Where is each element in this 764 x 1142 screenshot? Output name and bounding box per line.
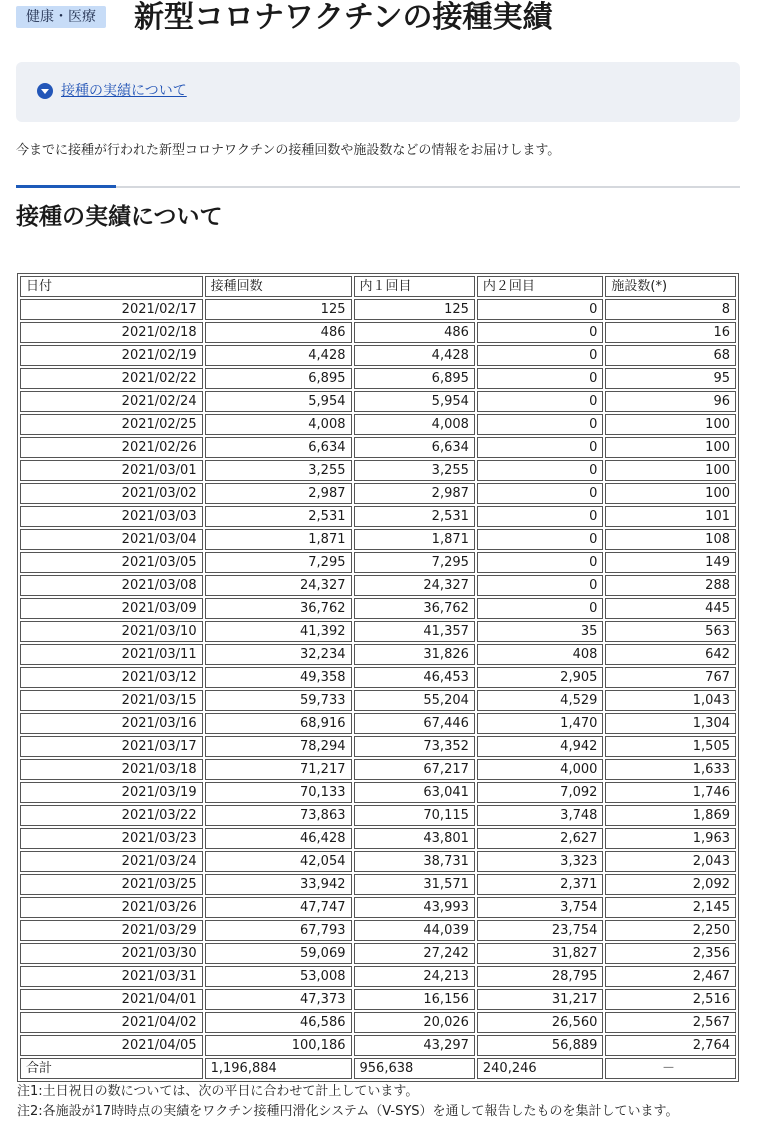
total-cell: 6,634 bbox=[205, 437, 352, 458]
total-date-cell: 合計 bbox=[20, 1058, 203, 1079]
table-row bbox=[20, 644, 736, 665]
total-cell: 7,295 bbox=[205, 552, 352, 573]
total-cell: 49,358 bbox=[205, 667, 352, 688]
total-cell: 78,294 bbox=[205, 736, 352, 757]
first-dose-cell: 67,446 bbox=[354, 713, 475, 734]
second-dose-cell: 0 bbox=[477, 391, 604, 412]
second-dose-cell: 0 bbox=[477, 345, 604, 366]
footnotes bbox=[17, 1082, 678, 1122]
second-dose-cell: 0 bbox=[477, 529, 604, 550]
table-of-contents bbox=[16, 62, 740, 122]
facilities-cell: 1,505 bbox=[605, 736, 736, 757]
total-first-dose-cell: 956,638 bbox=[354, 1058, 475, 1079]
first-dose-cell: 7,295 bbox=[354, 552, 475, 573]
facilities-cell: 445 bbox=[605, 598, 736, 619]
second-dose-cell: 4,942 bbox=[477, 736, 604, 757]
date-cell: 2021/03/29 bbox=[20, 920, 203, 941]
first-dose-cell: 70,115 bbox=[354, 805, 475, 826]
table-row bbox=[20, 299, 736, 320]
first-dose-cell: 38,731 bbox=[354, 851, 475, 872]
date-cell: 2021/04/02 bbox=[20, 1012, 203, 1033]
table-row bbox=[20, 345, 736, 366]
facilities-cell: 96 bbox=[605, 391, 736, 412]
toc-link-results[interactable]: 接種の実績について bbox=[61, 83, 187, 99]
first-dose-cell: 3,255 bbox=[354, 460, 475, 481]
second-dose-cell: 2,371 bbox=[477, 874, 604, 895]
second-dose-cell: 0 bbox=[477, 368, 604, 389]
second-dose-cell: 4,000 bbox=[477, 759, 604, 780]
column-header-first-dose: 内１回目 bbox=[354, 276, 475, 297]
date-cell: 2021/03/25 bbox=[20, 874, 203, 895]
table-row bbox=[20, 437, 736, 458]
date-cell: 2021/02/22 bbox=[20, 368, 203, 389]
date-cell: 2021/03/04 bbox=[20, 529, 203, 550]
date-cell: 2021/03/11 bbox=[20, 644, 203, 665]
second-dose-cell: 0 bbox=[477, 506, 604, 527]
table-row bbox=[20, 483, 736, 504]
facilities-cell: 100 bbox=[605, 460, 736, 481]
vaccination-table bbox=[17, 273, 739, 1082]
first-dose-cell: 6,634 bbox=[354, 437, 475, 458]
second-dose-cell: 1,470 bbox=[477, 713, 604, 734]
facilities-cell: 1,304 bbox=[605, 713, 736, 734]
total-cell: 68,916 bbox=[205, 713, 352, 734]
second-dose-cell: 0 bbox=[477, 299, 604, 320]
section-divider bbox=[16, 186, 740, 188]
first-dose-cell: 1,871 bbox=[354, 529, 475, 550]
date-cell: 2021/04/01 bbox=[20, 989, 203, 1010]
first-dose-cell: 31,826 bbox=[354, 644, 475, 665]
table-row bbox=[20, 897, 736, 918]
facilities-cell: 95 bbox=[605, 368, 736, 389]
page-header bbox=[16, 0, 748, 44]
second-dose-cell: 31,217 bbox=[477, 989, 604, 1010]
second-dose-cell: 0 bbox=[477, 598, 604, 619]
column-header-total: 接種回数 bbox=[205, 276, 352, 297]
facilities-cell: 2,567 bbox=[605, 1012, 736, 1033]
second-dose-cell: 408 bbox=[477, 644, 604, 665]
total-cell: 4,008 bbox=[205, 414, 352, 435]
second-dose-cell: 35 bbox=[477, 621, 604, 642]
facilities-cell: 2,092 bbox=[605, 874, 736, 895]
table-row bbox=[20, 920, 736, 941]
total-cell: 100,186 bbox=[205, 1035, 352, 1056]
first-dose-cell: 2,987 bbox=[354, 483, 475, 504]
facilities-cell: 101 bbox=[605, 506, 736, 527]
total-cell: 2,531 bbox=[205, 506, 352, 527]
table-row bbox=[20, 943, 736, 964]
date-cell: 2021/03/31 bbox=[20, 966, 203, 987]
page-title: 新型コロナワクチンの接種実績 bbox=[134, 0, 553, 35]
date-cell: 2021/02/19 bbox=[20, 345, 203, 366]
date-cell: 2021/03/19 bbox=[20, 782, 203, 803]
table-row bbox=[20, 966, 736, 987]
second-dose-cell: 0 bbox=[477, 322, 604, 343]
table-row bbox=[20, 828, 736, 849]
table-row bbox=[20, 874, 736, 895]
table-row bbox=[20, 736, 736, 757]
table-header-row bbox=[20, 276, 736, 297]
date-cell: 2021/03/18 bbox=[20, 759, 203, 780]
table-row bbox=[20, 322, 736, 343]
column-header-second-dose: 内２回目 bbox=[477, 276, 604, 297]
total-total-cell: 1,196,884 bbox=[205, 1058, 352, 1079]
footnote-2: 注2:各施設が17時時点の実績をワクチン接種円滑化システム（V-SYS）を通して報告したものを集計しています。 bbox=[17, 1104, 679, 1119]
total-cell: 47,747 bbox=[205, 897, 352, 918]
date-cell: 2021/04/05 bbox=[20, 1035, 203, 1056]
total-cell: 4,428 bbox=[205, 345, 352, 366]
first-dose-cell: 55,204 bbox=[354, 690, 475, 711]
date-cell: 2021/03/24 bbox=[20, 851, 203, 872]
first-dose-cell: 43,993 bbox=[354, 897, 475, 918]
second-dose-cell: 4,529 bbox=[477, 690, 604, 711]
total-cell: 59,733 bbox=[205, 690, 352, 711]
total-cell: 53,008 bbox=[205, 966, 352, 987]
second-dose-cell: 0 bbox=[477, 460, 604, 481]
table-row bbox=[20, 460, 736, 481]
table-row bbox=[20, 621, 736, 642]
first-dose-cell: 125 bbox=[354, 299, 475, 320]
total-cell: 5,954 bbox=[205, 391, 352, 412]
second-dose-cell: 3,748 bbox=[477, 805, 604, 826]
total-cell: 59,069 bbox=[205, 943, 352, 964]
date-cell: 2021/03/09 bbox=[20, 598, 203, 619]
total-cell: 6,895 bbox=[205, 368, 352, 389]
facilities-cell: 100 bbox=[605, 414, 736, 435]
table-row bbox=[20, 713, 736, 734]
date-cell: 2021/03/26 bbox=[20, 897, 203, 918]
second-dose-cell: 0 bbox=[477, 575, 604, 596]
facilities-cell: 2,250 bbox=[605, 920, 736, 941]
date-cell: 2021/03/02 bbox=[20, 483, 203, 504]
facilities-cell: 2,145 bbox=[605, 897, 736, 918]
vaccination-table-wrapper bbox=[17, 273, 739, 1082]
facilities-cell: 16 bbox=[605, 322, 736, 343]
date-cell: 2021/02/24 bbox=[20, 391, 203, 412]
table-row bbox=[20, 414, 736, 435]
facilities-cell: 1,633 bbox=[605, 759, 736, 780]
first-dose-cell: 31,571 bbox=[354, 874, 475, 895]
total-cell: 486 bbox=[205, 322, 352, 343]
table-row bbox=[20, 598, 736, 619]
date-cell: 2021/03/23 bbox=[20, 828, 203, 849]
total-cell: 46,586 bbox=[205, 1012, 352, 1033]
facilities-cell: 288 bbox=[605, 575, 736, 596]
total-cell: 32,234 bbox=[205, 644, 352, 665]
first-dose-cell: 20,026 bbox=[354, 1012, 475, 1033]
facilities-cell: 1,869 bbox=[605, 805, 736, 826]
first-dose-cell: 36,762 bbox=[354, 598, 475, 619]
date-cell: 2021/03/12 bbox=[20, 667, 203, 688]
first-dose-cell: 24,213 bbox=[354, 966, 475, 987]
total-cell: 71,217 bbox=[205, 759, 352, 780]
facilities-cell: 108 bbox=[605, 529, 736, 550]
second-dose-cell: 23,754 bbox=[477, 920, 604, 941]
first-dose-cell: 43,297 bbox=[354, 1035, 475, 1056]
footnote-1: 注1:土日祝日の数については、次の平日に合わせて計上しています。 bbox=[17, 1084, 419, 1099]
table-row bbox=[20, 391, 736, 412]
total-cell: 1,871 bbox=[205, 529, 352, 550]
column-header-date: 日付 bbox=[20, 276, 203, 297]
table-row bbox=[20, 690, 736, 711]
first-dose-cell: 41,357 bbox=[354, 621, 475, 642]
facilities-cell: 2,356 bbox=[605, 943, 736, 964]
table-row bbox=[20, 575, 736, 596]
table-row bbox=[20, 552, 736, 573]
divider-accent bbox=[16, 185, 116, 188]
table-row bbox=[20, 1035, 736, 1056]
table-body bbox=[20, 299, 736, 1079]
table-row bbox=[20, 529, 736, 550]
second-dose-cell: 26,560 bbox=[477, 1012, 604, 1033]
facilities-cell: 767 bbox=[605, 667, 736, 688]
date-cell: 2021/03/17 bbox=[20, 736, 203, 757]
second-dose-cell: 28,795 bbox=[477, 966, 604, 987]
facilities-cell: 1,963 bbox=[605, 828, 736, 849]
table-row bbox=[20, 368, 736, 389]
intro-text: 今までに接種が行われた新型コロナワクチンの接種回数や施設数などの情報をお届けします。 bbox=[16, 143, 561, 158]
date-cell: 2021/03/10 bbox=[20, 621, 203, 642]
first-dose-cell: 27,242 bbox=[354, 943, 475, 964]
date-cell: 2021/03/08 bbox=[20, 575, 203, 596]
first-dose-cell: 24,327 bbox=[354, 575, 475, 596]
facilities-cell: 2,043 bbox=[605, 851, 736, 872]
first-dose-cell: 44,039 bbox=[354, 920, 475, 941]
second-dose-cell: 56,889 bbox=[477, 1035, 604, 1056]
facilities-cell: 1,746 bbox=[605, 782, 736, 803]
total-cell: 24,327 bbox=[205, 575, 352, 596]
date-cell: 2021/03/01 bbox=[20, 460, 203, 481]
second-dose-cell: 7,092 bbox=[477, 782, 604, 803]
total-cell: 3,255 bbox=[205, 460, 352, 481]
facilities-cell: 100 bbox=[605, 483, 736, 504]
second-dose-cell: 31,827 bbox=[477, 943, 604, 964]
second-dose-cell: 0 bbox=[477, 414, 604, 435]
chevron-down-circle-icon bbox=[37, 83, 53, 99]
first-dose-cell: 46,453 bbox=[354, 667, 475, 688]
first-dose-cell: 16,156 bbox=[354, 989, 475, 1010]
section-heading: 接種の実績について bbox=[16, 204, 223, 230]
first-dose-cell: 67,217 bbox=[354, 759, 475, 780]
first-dose-cell: 73,352 bbox=[354, 736, 475, 757]
table-row bbox=[20, 667, 736, 688]
table-row bbox=[20, 782, 736, 803]
table-row bbox=[20, 1012, 736, 1033]
total-cell: 67,793 bbox=[205, 920, 352, 941]
total-cell: 47,373 bbox=[205, 989, 352, 1010]
date-cell: 2021/03/05 bbox=[20, 552, 203, 573]
first-dose-cell: 43,801 bbox=[354, 828, 475, 849]
facilities-cell: 2,467 bbox=[605, 966, 736, 987]
date-cell: 2021/02/25 bbox=[20, 414, 203, 435]
first-dose-cell: 5,954 bbox=[354, 391, 475, 412]
total-second-dose-cell: 240,246 bbox=[477, 1058, 604, 1079]
table-row bbox=[20, 989, 736, 1010]
facilities-cell: 2,516 bbox=[605, 989, 736, 1010]
total-cell: 41,392 bbox=[205, 621, 352, 642]
total-cell: 73,863 bbox=[205, 805, 352, 826]
facilities-cell: 563 bbox=[605, 621, 736, 642]
first-dose-cell: 63,041 bbox=[354, 782, 475, 803]
second-dose-cell: 0 bbox=[477, 483, 604, 504]
total-cell: 125 bbox=[205, 299, 352, 320]
table-row bbox=[20, 759, 736, 780]
date-cell: 2021/03/16 bbox=[20, 713, 203, 734]
total-cell: 33,942 bbox=[205, 874, 352, 895]
second-dose-cell: 3,323 bbox=[477, 851, 604, 872]
second-dose-cell: 0 bbox=[477, 552, 604, 573]
date-cell: 2021/02/17 bbox=[20, 299, 203, 320]
date-cell: 2021/03/22 bbox=[20, 805, 203, 826]
facilities-cell: 8 bbox=[605, 299, 736, 320]
total-cell: 46,428 bbox=[205, 828, 352, 849]
table-row bbox=[20, 805, 736, 826]
second-dose-cell: 0 bbox=[477, 437, 604, 458]
first-dose-cell: 6,895 bbox=[354, 368, 475, 389]
table-row bbox=[20, 851, 736, 872]
date-cell: 2021/03/03 bbox=[20, 506, 203, 527]
total-cell: 2,987 bbox=[205, 483, 352, 504]
facilities-cell: 149 bbox=[605, 552, 736, 573]
second-dose-cell: 3,754 bbox=[477, 897, 604, 918]
first-dose-cell: 4,008 bbox=[354, 414, 475, 435]
category-tag[interactable]: 健康・医療 bbox=[16, 6, 106, 28]
second-dose-cell: 2,905 bbox=[477, 667, 604, 688]
facilities-cell: 1,043 bbox=[605, 690, 736, 711]
first-dose-cell: 4,428 bbox=[354, 345, 475, 366]
date-cell: 2021/03/30 bbox=[20, 943, 203, 964]
total-facilities-cell: － bbox=[605, 1058, 736, 1079]
column-header-facilities: 施設数(*) bbox=[605, 276, 736, 297]
total-cell: 36,762 bbox=[205, 598, 352, 619]
table-total-row bbox=[20, 1058, 736, 1079]
total-cell: 70,133 bbox=[205, 782, 352, 803]
total-cell: 42,054 bbox=[205, 851, 352, 872]
facilities-cell: 68 bbox=[605, 345, 736, 366]
facilities-cell: 100 bbox=[605, 437, 736, 458]
facilities-cell: 642 bbox=[605, 644, 736, 665]
date-cell: 2021/02/26 bbox=[20, 437, 203, 458]
date-cell: 2021/03/15 bbox=[20, 690, 203, 711]
table-row bbox=[20, 506, 736, 527]
first-dose-cell: 2,531 bbox=[354, 506, 475, 527]
facilities-cell: 2,764 bbox=[605, 1035, 736, 1056]
date-cell: 2021/02/18 bbox=[20, 322, 203, 343]
first-dose-cell: 486 bbox=[354, 322, 475, 343]
second-dose-cell: 2,627 bbox=[477, 828, 604, 849]
